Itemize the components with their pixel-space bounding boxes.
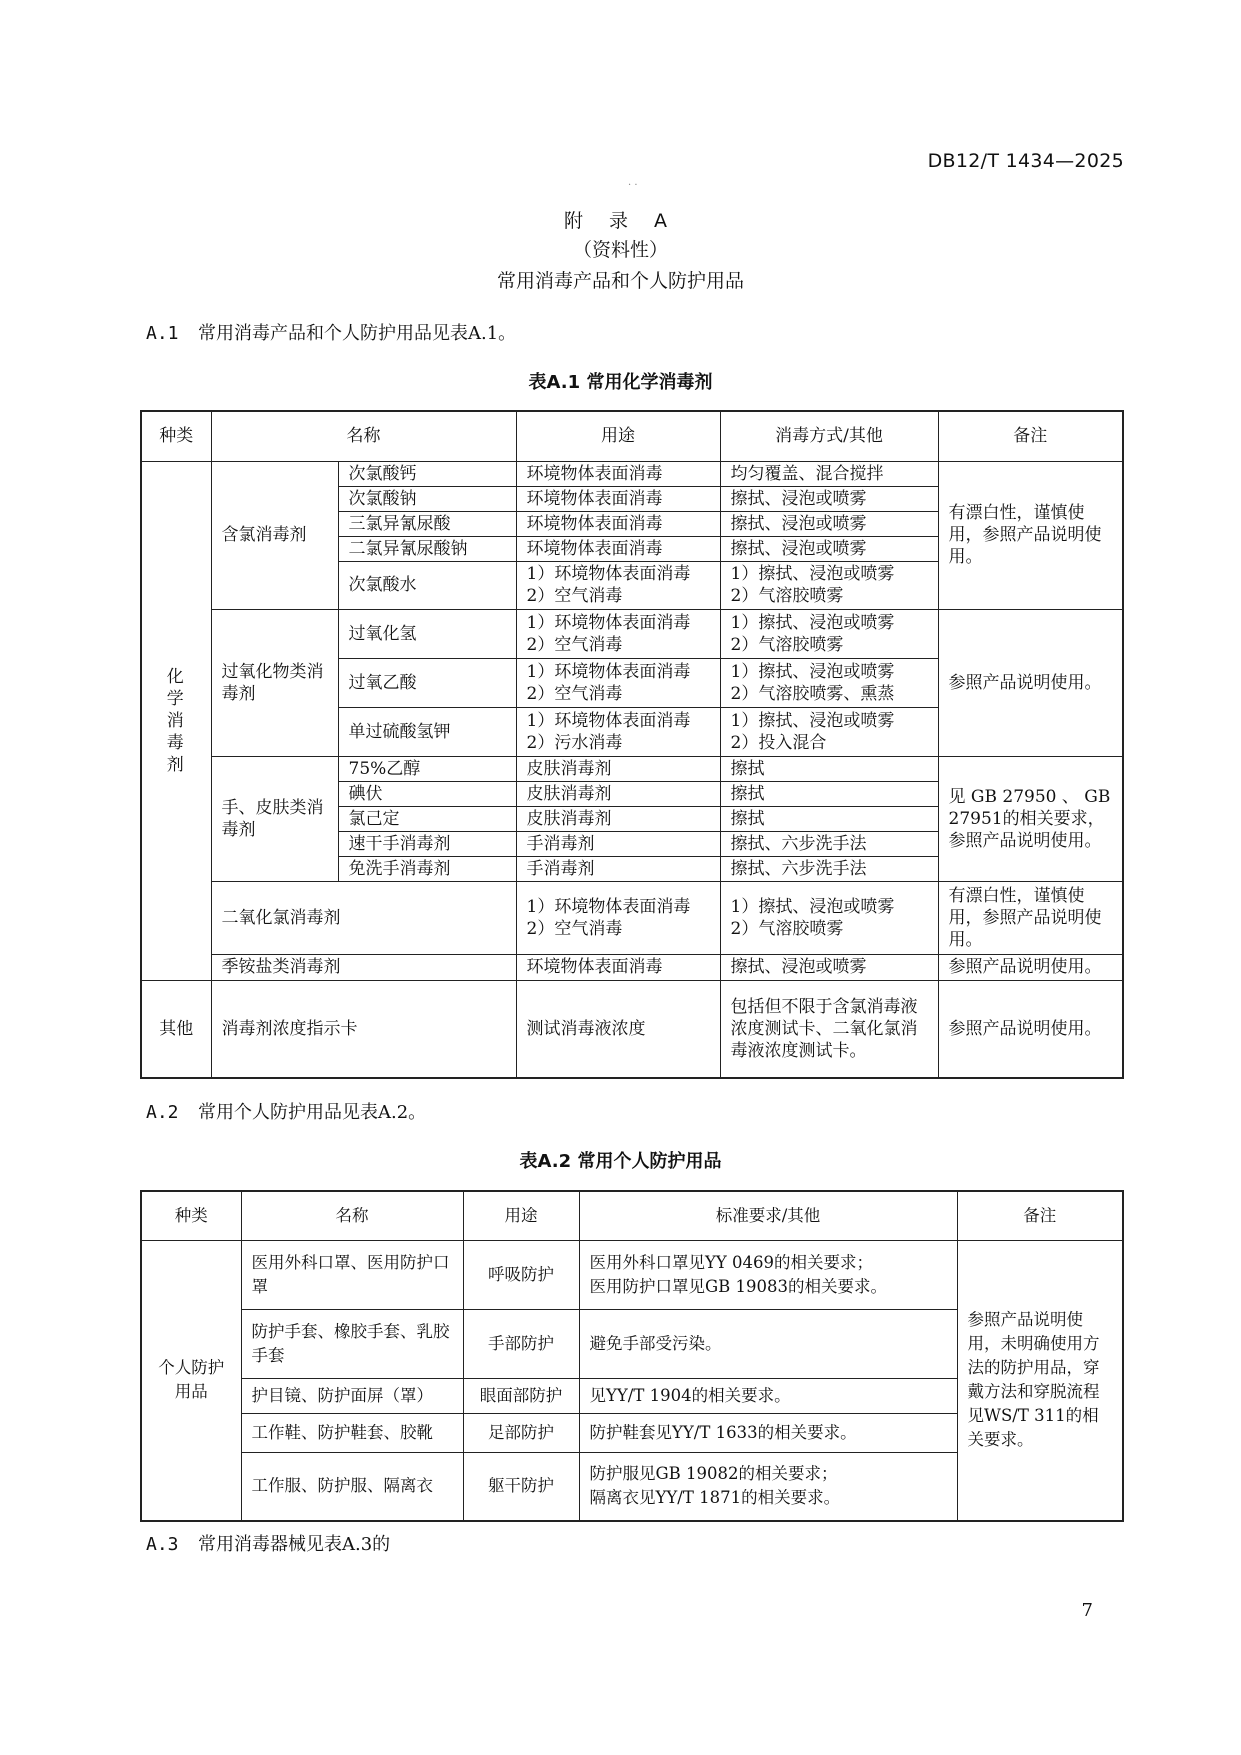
header-remark: 备注 xyxy=(938,411,1123,461)
standard-line: 医用防护口罩见GB 19083的相关要求。 xyxy=(589,1276,888,1296)
product-method xyxy=(720,881,938,954)
table-row xyxy=(141,609,1123,658)
remark-skin: 见 GB 27950 、 GB 27951的相关要求，参照产品说明使用。 xyxy=(938,756,1123,881)
ppe-use: 躯干防护 xyxy=(463,1452,579,1521)
use-line: 1）环境物体表面消毒 xyxy=(526,661,691,682)
product-use xyxy=(516,561,720,609)
header-method: 消毒方式/其他 xyxy=(720,411,938,461)
category-ppe: 个人防护用品 xyxy=(141,1240,241,1521)
method-line: 2）气溶胶喷雾 xyxy=(730,918,844,939)
product-method: 擦拭、浸泡或喷雾 xyxy=(720,511,938,536)
table-chemical-disinfectants xyxy=(140,410,1124,1079)
group-skin: 手、皮肤类消毒剂 xyxy=(211,756,338,881)
group-quat: 季铵盐类消毒剂 xyxy=(211,954,516,980)
page-number: 7 xyxy=(1081,1600,1093,1621)
group-chlorine-dioxide: 二氧化氯消毒剂 xyxy=(211,881,516,954)
remark-chlorine-dioxide: 有漂白性，谨慎使用，参照产品说明使用。 xyxy=(938,881,1123,954)
method-line: 1）擦拭、浸泡或喷雾 xyxy=(730,661,895,682)
section-a3 xyxy=(146,1530,390,1556)
product-use: 皮肤消毒剂 xyxy=(516,781,720,806)
product-name: 消毒剂浓度指示卡 xyxy=(211,980,516,1078)
section-a2 xyxy=(146,1098,426,1124)
table-row xyxy=(141,881,1123,954)
ppe-name: 医用外科口罩、医用防护口罩 xyxy=(241,1240,463,1309)
table-personal-protective xyxy=(140,1190,1124,1522)
method-line: 1）擦拭、浸泡或喷雾 xyxy=(730,710,895,731)
product-method: 擦拭 xyxy=(720,756,938,781)
product-method: 包括但不限于含氯消毒液浓度测试卡、二氧化氯消毒液浓度测试卡。 xyxy=(720,980,938,1078)
product-use: 环境物体表面消毒 xyxy=(516,511,720,536)
header-category: 种类 xyxy=(141,411,211,461)
product-method: 擦拭、六步洗手法 xyxy=(720,831,938,856)
remark-chlorine: 有漂白性，谨慎使用，参照产品说明使用。 xyxy=(938,461,1123,609)
product-use: 皮肤消毒剂 xyxy=(516,806,720,831)
product-use: 环境物体表面消毒 xyxy=(516,536,720,561)
ppe-name: 工作服、防护服、隔离衣 xyxy=(241,1452,463,1521)
product-method: 擦拭 xyxy=(720,781,938,806)
ppe-name: 工作鞋、防护鞋套、胶靴 xyxy=(241,1413,463,1452)
section-number: A.2 xyxy=(146,1102,179,1123)
method-line: 2）气溶胶喷雾 xyxy=(730,634,844,655)
product-name: 二氯异氰尿酸钠 xyxy=(338,536,516,561)
product-name: 氯己定 xyxy=(338,806,516,831)
use-line: 1）环境物体表面消毒 xyxy=(526,896,691,917)
table-row xyxy=(141,756,1123,781)
product-method: 擦拭、浸泡或喷雾 xyxy=(720,954,938,980)
header-use: 用途 xyxy=(463,1191,579,1240)
product-name: 75%乙醇 xyxy=(338,756,516,781)
product-method xyxy=(720,707,938,756)
product-method: 均匀覆盖、混合搅拌 xyxy=(720,461,938,486)
use-line: 2）空气消毒 xyxy=(526,683,623,704)
header-use: 用途 xyxy=(516,411,720,461)
product-method xyxy=(720,658,938,707)
product-use: 测试消毒液浓度 xyxy=(516,980,720,1078)
product-name: 速干手消毒剂 xyxy=(338,831,516,856)
use-line: 2）空气消毒 xyxy=(526,586,623,606)
group-chlorine: 含氯消毒剂 xyxy=(211,461,338,609)
standard-code: DB12/T 1434—2025 xyxy=(927,150,1124,172)
ppe-use: 足部防护 xyxy=(463,1413,579,1452)
section-a1 xyxy=(146,319,516,345)
group-peroxide: 过氧化物类消毒剂 xyxy=(211,609,338,756)
product-name: 次氯酸钠 xyxy=(338,486,516,511)
use-line: 1）环境物体表面消毒 xyxy=(526,564,691,584)
table-row xyxy=(141,1240,1123,1309)
product-use xyxy=(516,707,720,756)
remark-other: 参照产品说明使用。 xyxy=(938,980,1123,1078)
table-row xyxy=(141,954,1123,980)
ppe-use: 手部防护 xyxy=(463,1309,579,1378)
use-line: 2）空气消毒 xyxy=(526,634,623,655)
header-name: 名称 xyxy=(241,1191,463,1240)
section-number: A.1 xyxy=(146,323,179,344)
appendix-title: 常用消毒产品和个人防护用品 xyxy=(496,270,744,292)
ppe-standard: 见YY/T 1904的相关要求。 xyxy=(579,1378,957,1413)
use-line: 2）污水消毒 xyxy=(526,732,623,753)
table2-caption: 表A.2 常用个人防护用品 xyxy=(519,1151,722,1172)
product-method: 擦拭 xyxy=(720,806,938,831)
method-line: 2）投入混合 xyxy=(730,732,827,753)
ppe-standard xyxy=(579,1452,957,1521)
header-category: 种类 xyxy=(141,1191,241,1240)
product-method: 擦拭、浸泡或喷雾 xyxy=(720,536,938,561)
remark-ppe: 参照产品说明使用，未明确使用方法的防护用品，穿戴方法和穿脱流程见WS/T 311的相关要求。 xyxy=(957,1240,1123,1521)
table-row xyxy=(141,980,1123,1078)
section-number: A.3 xyxy=(146,1534,179,1555)
ppe-standard: 避免手部受污染。 xyxy=(579,1309,957,1378)
product-method: 擦拭、六步洗手法 xyxy=(720,856,938,881)
use-line: 2）空气消毒 xyxy=(526,918,623,939)
method-line: 1）擦拭、浸泡或喷雾 xyxy=(730,612,895,633)
product-name: 次氯酸水 xyxy=(338,561,516,609)
product-use: 手消毒剂 xyxy=(516,856,720,881)
use-line: 1）环境物体表面消毒 xyxy=(526,710,691,731)
product-use: 环境物体表面消毒 xyxy=(516,954,720,980)
method-line: 1）擦拭、浸泡或喷雾 xyxy=(730,896,895,917)
header-remark: 备注 xyxy=(957,1191,1123,1240)
table1-caption: 表A.1 常用化学消毒剂 xyxy=(528,372,713,393)
ppe-name: 护目镜、防护面屏（罩） xyxy=(241,1378,463,1413)
category-other: 其他 xyxy=(141,980,211,1078)
table-row xyxy=(141,461,1123,486)
header-standard: 标准要求/其他 xyxy=(579,1191,957,1240)
product-name: 过氧化氢 xyxy=(338,609,516,658)
product-use xyxy=(516,609,720,658)
product-use: 环境物体表面消毒 xyxy=(516,486,720,511)
standard-line: 医用外科口罩见YY 0469的相关要求； xyxy=(589,1252,874,1272)
use-line: 1）环境物体表面消毒 xyxy=(526,612,691,633)
header-name: 名称 xyxy=(211,411,516,461)
appendix-nature: （资料性） xyxy=(572,239,668,261)
product-name: 免洗手消毒剂 xyxy=(338,856,516,881)
table-header-row xyxy=(141,411,1123,461)
product-use xyxy=(516,658,720,707)
scan-mark: · · xyxy=(628,180,638,191)
product-name: 次氯酸钙 xyxy=(338,461,516,486)
ppe-standard xyxy=(579,1240,957,1309)
section-text: 常用消毒产品和个人防护用品见表A.1。 xyxy=(198,323,517,344)
product-name: 碘伏 xyxy=(338,781,516,806)
product-method xyxy=(720,609,938,658)
product-name: 单过硫酸氢钾 xyxy=(338,707,516,756)
ppe-name: 防护手套、橡胶手套、乳胶手套 xyxy=(241,1309,463,1378)
product-use: 皮肤消毒剂 xyxy=(516,756,720,781)
standard-line: 隔离衣见YY/T 1871的相关要求。 xyxy=(589,1488,841,1508)
standard-line: 防护服见GB 19082的相关要求； xyxy=(589,1464,838,1484)
product-use: 手消毒剂 xyxy=(516,831,720,856)
section-text: 常用个人防护用品见表A.2。 xyxy=(198,1102,427,1123)
appendix-label: 附 录 A xyxy=(563,210,678,232)
product-method: 擦拭、浸泡或喷雾 xyxy=(720,486,938,511)
table-header-row xyxy=(141,1191,1123,1240)
method-line: 2）气溶胶喷雾 xyxy=(730,586,844,606)
ppe-standard: 防护鞋套见YY/T 1633的相关要求。 xyxy=(579,1413,957,1452)
ppe-use: 呼吸防护 xyxy=(463,1240,579,1309)
product-use: 环境物体表面消毒 xyxy=(516,461,720,486)
product-name: 过氧乙酸 xyxy=(338,658,516,707)
remark-quat: 参照产品说明使用。 xyxy=(938,954,1123,980)
product-name: 三氯异氰尿酸 xyxy=(338,511,516,536)
category-chemical: 化 学 消 毒 剂 xyxy=(141,461,211,980)
ppe-use: 眼面部防护 xyxy=(463,1378,579,1413)
section-text: 常用消毒器械见表A.3的 xyxy=(198,1534,391,1555)
product-use xyxy=(516,881,720,954)
remark-peroxide: 参照产品说明使用。 xyxy=(938,609,1123,756)
product-method xyxy=(720,561,938,609)
method-line: 1）擦拭、浸泡或喷雾 xyxy=(730,564,895,584)
method-line: 2）气溶胶喷雾、熏蒸 xyxy=(730,683,895,704)
